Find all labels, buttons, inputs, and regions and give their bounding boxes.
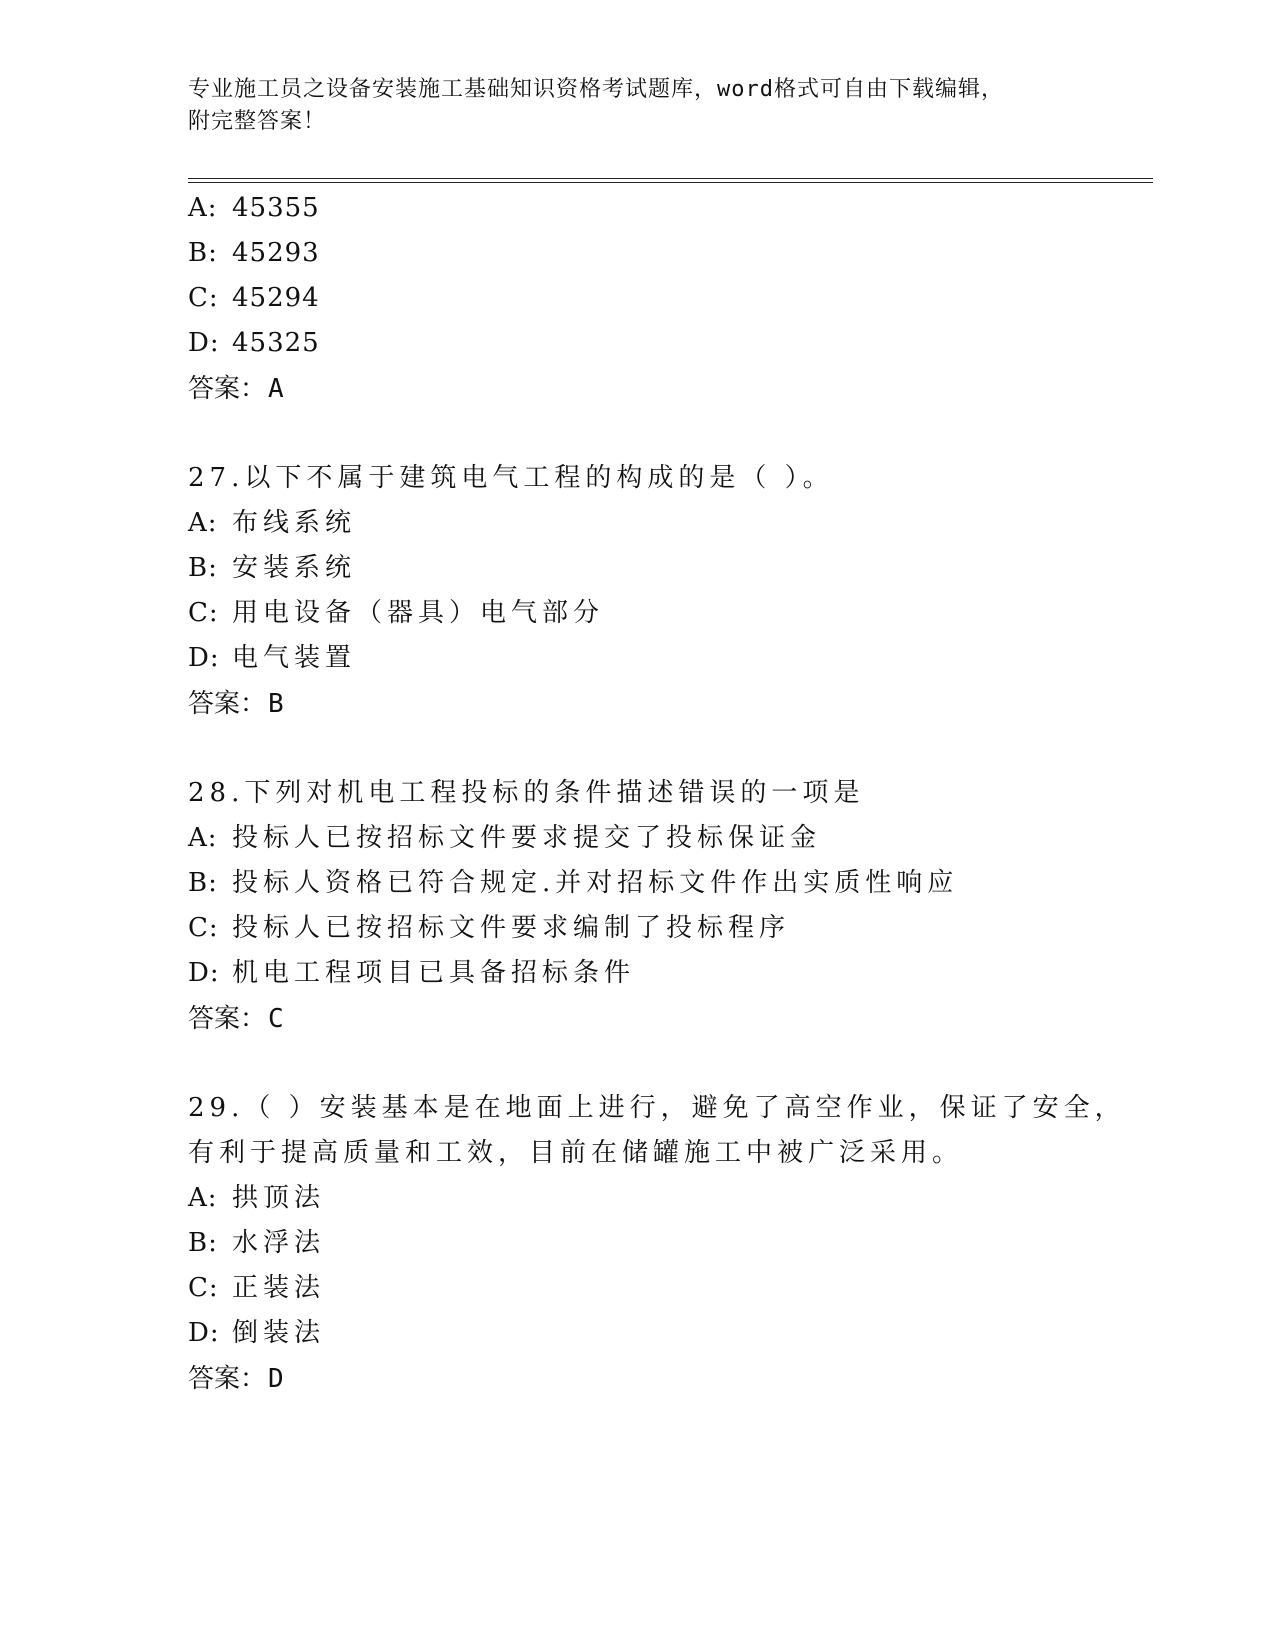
option-text: 电气装置 — [232, 643, 357, 673]
option-text: 用电设备（器具）电气部分 — [232, 598, 605, 628]
option-text: 正装法 — [232, 1273, 326, 1303]
option-key: A: — [188, 1183, 218, 1213]
option-text: 投标人资格已符合规定.并对招标文件作出实质性响应 — [232, 868, 959, 898]
option-text: 安装系统 — [232, 553, 357, 583]
q26-option-b — [188, 237, 320, 269]
option-key: D: — [188, 958, 220, 988]
q26-option-d — [188, 327, 320, 359]
answer-value: B — [268, 689, 284, 719]
option-text: 45294 — [232, 283, 320, 313]
option-key: D: — [188, 1318, 220, 1348]
q27-option-d — [188, 642, 356, 674]
q29-option-c — [188, 1272, 325, 1304]
header-title-line-2: 附完整答案！ — [188, 109, 327, 134]
option-text: 投标人已按招标文件要求编制了投标程序 — [232, 913, 791, 943]
question-text: 28.下列对机电工程投标的条件描述错误的一项是 — [188, 778, 865, 808]
option-key: C: — [188, 913, 219, 943]
option-text: 拱顶法 — [232, 1183, 326, 1213]
q27-answer — [188, 688, 284, 720]
option-key: A: — [188, 823, 218, 853]
q29-option-a — [188, 1182, 325, 1214]
option-text: 布线系统 — [232, 508, 357, 538]
option-key: D: — [188, 643, 220, 673]
q28-option-b — [188, 867, 958, 899]
answer-label: 答案： — [188, 1004, 267, 1034]
header-title-line-1: 专业施工员之设备安装施工基础知识资格考试题库，word格式可自由下载编辑， — [188, 77, 1004, 102]
option-key: C: — [188, 598, 219, 628]
option-text: 45325 — [232, 328, 320, 358]
answer-value: C — [268, 1004, 284, 1034]
document-header — [188, 74, 1088, 138]
q27-option-a — [188, 507, 356, 539]
option-text: 45355 — [232, 193, 320, 223]
option-key: B: — [188, 868, 218, 898]
q26-option-a — [188, 192, 320, 224]
q29-option-d — [188, 1317, 325, 1349]
option-text: 投标人已按招标文件要求提交了投标保证金 — [232, 823, 822, 853]
option-text: 倒装法 — [232, 1318, 326, 1348]
option-key: B: — [188, 1228, 218, 1258]
option-key: B: — [188, 238, 218, 268]
q29-option-b — [188, 1227, 325, 1259]
option-text: 45293 — [232, 238, 320, 268]
q27-option-b — [188, 552, 356, 584]
option-text: 机电工程项目已具备招标条件 — [232, 958, 636, 988]
q26-option-c — [188, 282, 320, 314]
option-key: A: — [188, 508, 218, 538]
answer-label: 答案： — [188, 689, 267, 719]
option-key: A: — [188, 193, 218, 223]
q26-answer — [188, 373, 284, 405]
q27-question — [188, 462, 834, 494]
answer-value: D — [268, 1364, 284, 1394]
question-text: 27.以下不属于建筑电气工程的构成的是（ ）。 — [188, 463, 834, 493]
answer-label: 答案： — [188, 374, 267, 404]
question-text: 有利于提高质量和工效，目前在储罐施工中被广泛采用。 — [188, 1138, 964, 1168]
option-text: 水浮法 — [232, 1228, 326, 1258]
q27-option-c — [188, 597, 604, 629]
q28-option-c — [188, 912, 790, 944]
q28-option-d — [188, 957, 635, 989]
q28-answer — [188, 1003, 284, 1035]
option-key: C: — [188, 283, 219, 313]
header-divider-top — [188, 178, 1153, 179]
q29-question-line-2 — [188, 1137, 963, 1169]
option-key: C: — [188, 1273, 219, 1303]
question-text: 29.（ ）安装基本是在地面上进行，避免了高空作业，保证了安全， — [188, 1093, 1126, 1123]
answer-label: 答案： — [188, 1364, 267, 1394]
q29-answer — [188, 1363, 284, 1395]
q28-question — [188, 777, 864, 809]
q28-option-a — [188, 822, 821, 854]
answer-value: A — [268, 374, 284, 404]
option-key: B: — [188, 553, 218, 583]
option-key: D: — [188, 328, 220, 358]
q29-question-line-1 — [188, 1092, 1126, 1124]
header-divider-bottom — [188, 182, 1153, 183]
